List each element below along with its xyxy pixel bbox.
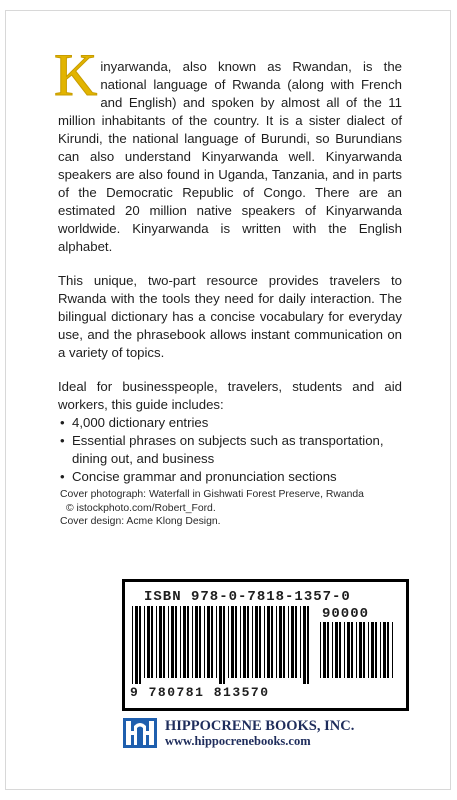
paragraph-3: Ideal for businesspeople, travelers, students and aid workers, this guide includes: bbox=[58, 379, 402, 412]
barcode-bar bbox=[219, 606, 222, 684]
barcode-bar bbox=[240, 606, 241, 678]
barcode-bar bbox=[243, 606, 246, 678]
barcode-bar bbox=[259, 606, 261, 678]
barcode-bar bbox=[231, 606, 234, 678]
barcode-bar bbox=[339, 622, 341, 678]
barcode-bar bbox=[195, 606, 198, 678]
barcode-bar bbox=[383, 622, 386, 678]
barcode-bar bbox=[276, 606, 277, 678]
barcode-bar bbox=[356, 622, 357, 678]
barcode-bar bbox=[171, 606, 174, 678]
price-addon-number: 90000 bbox=[322, 606, 370, 622]
barcode-bar bbox=[283, 606, 285, 678]
publisher-logo-icon bbox=[123, 718, 157, 748]
barcode-bar bbox=[307, 606, 309, 684]
barcode-bar bbox=[392, 622, 393, 678]
publisher-name: HIPPOCRENE BOOKS, INC. bbox=[165, 718, 355, 734]
barcode-bar bbox=[135, 606, 138, 684]
barcode-bar bbox=[323, 622, 326, 678]
credits bbox=[60, 488, 420, 529]
barcode-bar bbox=[187, 606, 189, 678]
barcode-bar bbox=[175, 606, 177, 678]
barcode-bar bbox=[247, 606, 249, 678]
drop-cap: K bbox=[54, 42, 98, 108]
barcode-bar bbox=[288, 606, 289, 678]
barcode-bar bbox=[252, 606, 253, 678]
barcode-bar bbox=[264, 606, 265, 678]
barcode-bar bbox=[235, 606, 237, 678]
paragraph-1-text: inyarwanda, also known as Rwandan, is the national language of Rwanda (along with French and English) and spoken by almost all of the 11 million inhabitants of the country. It is a sister dialect of Kirundi, the national language of Burundi, so Burundians can also understand Kinyarwanda well. Kinyarwanda speakers are also found in Uganda, Tanzania, and in parts of the Democratic Republic of Congo. There are an estimated 20 million native speakers of Kinyarwanda worldwide. Kinyarwanda is written with the English alphabet. bbox=[58, 59, 402, 254]
barcode-bar bbox=[255, 606, 258, 678]
photo-credit: Cover photograph: Waterfall in Gishwati Forest Preserve, Rwanda bbox=[60, 489, 364, 500]
barcode-bar bbox=[271, 606, 273, 678]
barcode-bar bbox=[180, 606, 181, 678]
barcode-bar bbox=[183, 606, 186, 678]
barcode-bar bbox=[327, 622, 329, 678]
barcode-bar bbox=[163, 606, 165, 678]
photo-source-credit: © istockphoto.com/Robert_Ford. bbox=[66, 502, 216, 514]
barcode-bar bbox=[168, 606, 169, 678]
barcode-bar bbox=[267, 606, 270, 678]
barcode-bar bbox=[132, 606, 133, 684]
barcode-bar bbox=[216, 606, 217, 678]
barcode-bar bbox=[320, 622, 321, 678]
publisher-website: www.hippocrenebooks.com bbox=[165, 734, 311, 748]
description-block bbox=[54, 42, 402, 486]
barcode-bar bbox=[199, 606, 201, 678]
feature-item: • Essential phrases on subjects such as transportation, dining out, and business bbox=[58, 432, 402, 468]
barcode-bar bbox=[291, 606, 294, 678]
feature-item: • 4,000 dictionary entries bbox=[58, 414, 402, 432]
paragraph-1 bbox=[54, 42, 402, 256]
feature-item: • Concise grammar and pronunciation sections bbox=[58, 468, 402, 486]
barcode-bar bbox=[380, 622, 381, 678]
addon-barcode bbox=[318, 622, 396, 686]
barcode-bar bbox=[344, 622, 345, 678]
barcode-bar bbox=[211, 606, 213, 678]
design-credit: Cover design: Acme Klong Design. bbox=[60, 516, 221, 527]
barcode-bar bbox=[368, 622, 369, 678]
barcode-bar bbox=[371, 622, 374, 678]
barcode-bar bbox=[300, 606, 301, 678]
barcode-bar bbox=[151, 606, 153, 678]
barcode-bar bbox=[192, 606, 193, 678]
paragraph-2: This unique, two-part resource provides travelers to Rwanda with the tools they need for daily interaction. The bilingual dictionary has a concise vocabulary for everyday use, and the phrasebook allows instant communication on a variety of topics. bbox=[58, 273, 402, 360]
barcode-bar bbox=[144, 606, 145, 678]
barcode-bar bbox=[279, 606, 282, 678]
barcode-bar bbox=[332, 622, 333, 678]
barcode-bar bbox=[335, 622, 338, 678]
barcode-bar bbox=[156, 606, 157, 678]
barcode-bar bbox=[387, 622, 389, 678]
barcode-bar bbox=[139, 606, 141, 684]
barcode-bar bbox=[363, 622, 365, 678]
barcode-bar bbox=[295, 606, 297, 678]
barcode-bar bbox=[159, 606, 162, 678]
barcode-bar bbox=[347, 622, 350, 678]
barcode-bar bbox=[204, 606, 205, 678]
ean-digits: 9 780781 813570 bbox=[130, 685, 270, 700]
feature-list bbox=[58, 414, 402, 486]
barcode-bar bbox=[359, 622, 362, 678]
isbn-label: ISBN 978-0-7818-1357-0 bbox=[144, 589, 351, 605]
barcode-bar bbox=[375, 622, 377, 678]
ean-barcode bbox=[130, 606, 312, 686]
barcode-bar bbox=[223, 606, 225, 684]
barcode-bar bbox=[351, 622, 353, 678]
barcode-bar bbox=[228, 606, 229, 678]
barcode-bar bbox=[147, 606, 150, 678]
barcode-bar bbox=[207, 606, 210, 678]
barcode-bar bbox=[303, 606, 306, 684]
